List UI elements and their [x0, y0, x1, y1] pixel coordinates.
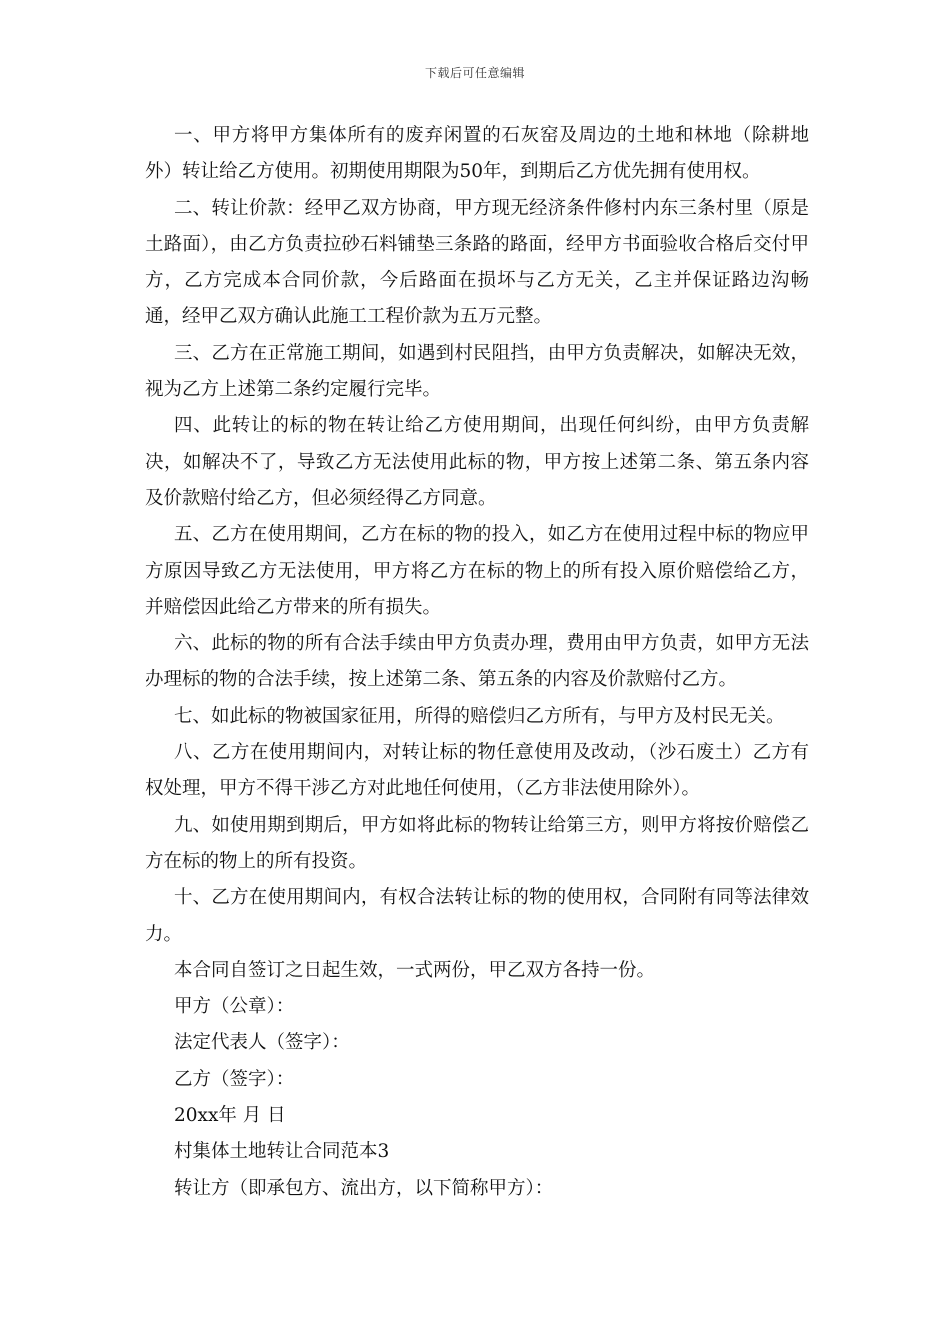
clause-2: 二、转让价款：经甲乙双方协商，甲方现无经济条件修村内东三条村里（原是土路面），由乙方负责拉砂石料铺垫三条路的路面，经甲方书面验收合格后交付甲方，乙方完成本合同价款，今后路面在损坏与乙方无关，乙主并保证路边沟畅通，经甲乙双方确认此施工工程价款为五万元整。: [145, 197, 809, 328]
effective-clause: 本合同自签订之日起生效，一式两份，甲乙双方各持一份。: [174, 959, 656, 981]
clause-1: 一、甲方将甲方集体所有的废弃闲置的石灰窑及周边的土地和林地（除耕地外）转让给乙方使用。初期使用期限为50年，到期后乙方优先拥有使用权。: [145, 125, 809, 183]
page-header-note: 下载后可任意编辑: [424, 66, 525, 80]
transferor-line: 转让方（即承包方、流出方，以下简称甲方）：: [174, 1177, 554, 1199]
legal-representative-line: 法定代表人（签字）：: [174, 1032, 350, 1054]
party-a-seal-line: 甲方（公章）：: [174, 996, 295, 1018]
clause-7: 七、如此标的物被国家征用，所得的赔偿归乙方所有，与甲方及村民无关。: [174, 705, 785, 727]
party-b-signature-line: 乙方（签字）：: [174, 1068, 295, 1090]
clause-5: 五、乙方在使用期间，乙方在标的物的投入，如乙方在使用过程中标的物应甲方原因导致乙方无法使用，甲方将乙方在标的物上的所有投入原价赔偿给乙方，并赔偿因此给乙方带来的所有损失。: [145, 524, 809, 618]
next-template-title: 村集体土地转让合同范本3: [174, 1141, 390, 1163]
clause-3: 三、乙方在正常施工期间，如遇到村民阻挡，由甲方负责解决，如解决无效，视为乙方上述第二条约定履行完毕。: [145, 342, 809, 401]
clause-4: 四、此转让的标的物在转让给乙方使用期间，出现任何纠纷，由甲方负责解决，如解决不了，导致乙方无法使用此标的物，甲方按上述第二条、第五条内容及价款赔付给乙方，但必须经得乙方同意。: [145, 415, 809, 509]
clause-8: 八、乙方在使用期间内，对转让标的物任意使用及改动，（沙石废土）乙方有权处理，甲方不得干涉乙方对此地任何使用，（乙方非法使用除外）。: [145, 742, 809, 800]
date-line: 20xx年 月 日: [174, 1105, 286, 1127]
clause-10: 十、乙方在使用期间内，有权合法转让标的物的使用权，合同附有同等法律效力。: [145, 887, 809, 945]
contract-body: [145, 118, 809, 1207]
clause-6: 六、此标的物的所有合法手续由甲方负责办理，费用由甲方负责，如甲方无法办理标的物的合法手续，按上述第二条、第五条的内容及价款赔付乙方。: [145, 633, 809, 691]
clause-9: 九、如使用期到期后，甲方如将此标的物转让给第三方，则甲方将按价赔偿乙方在标的物上的所有投资。: [145, 814, 809, 872]
